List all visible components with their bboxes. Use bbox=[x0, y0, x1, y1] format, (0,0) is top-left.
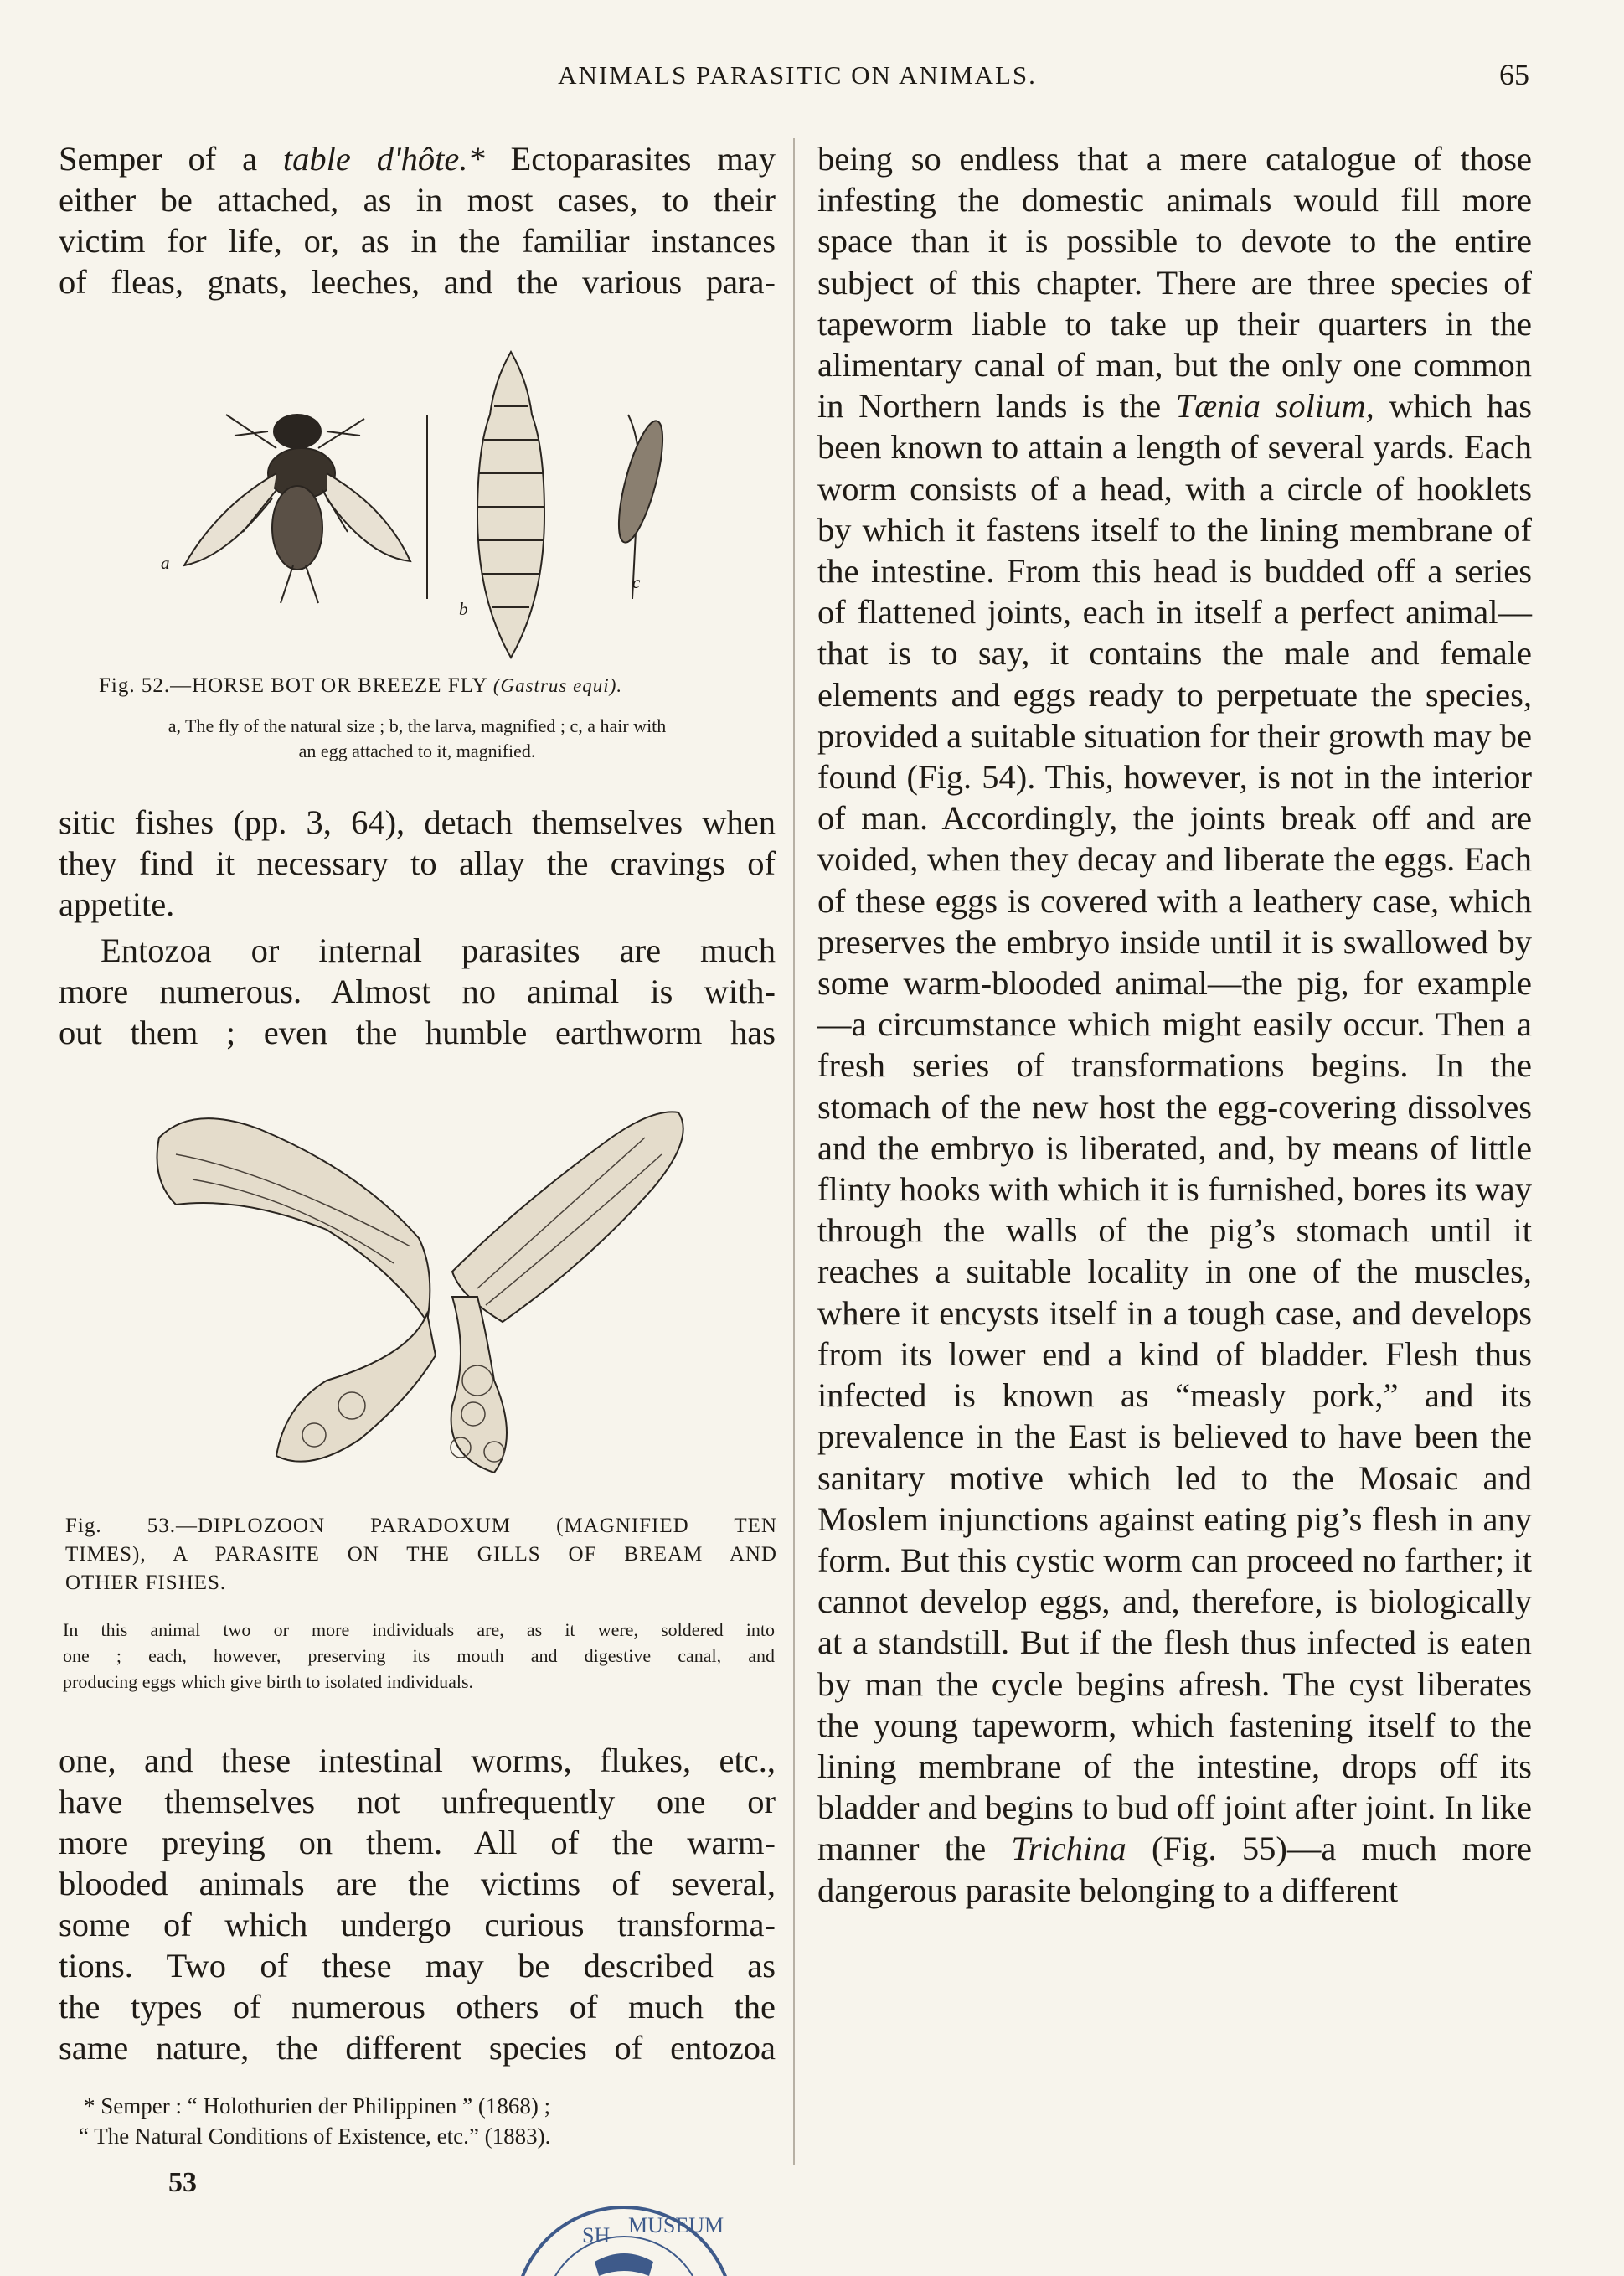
signature-mark: 53 bbox=[168, 2167, 197, 2198]
paragraph-intestinal-worms bbox=[59, 1740, 776, 2068]
text-line: some of which undergo curious transforma- bbox=[59, 1906, 776, 1943]
diplozoon-illustration bbox=[142, 1104, 695, 1489]
paragraph-ectoparasites bbox=[59, 138, 776, 302]
footnote: * Semper : “ Holothurien der Philippinen ” (1868) ; “ The Natural Conditions of Existence, etc.” (1883). bbox=[79, 2093, 551, 2149]
text-line: sitic fishes (pp. 3, 64), detach themselves when bbox=[59, 803, 776, 841]
text-line: out them ; even the humble earthworm has bbox=[59, 1014, 776, 1051]
text-line: victim for life, or, as in the familiar instances bbox=[59, 222, 776, 260]
text-line: Semper of a table d'hôte.* Ectoparasites may bbox=[59, 140, 776, 178]
fly-drawing bbox=[184, 415, 410, 603]
left-column-lower bbox=[59, 1740, 776, 2068]
running-title: ANIMALS PARASITIC ON ANIMALS. bbox=[558, 60, 1037, 90]
fig52-caption: Fig. 52.—HORSE BOT OR BREEZE FLY (Gastrus equi). bbox=[99, 674, 623, 697]
text-line: either be attached, as in most cases, to their bbox=[59, 181, 776, 219]
page-number: 65 bbox=[1499, 58, 1529, 91]
paragraph-parasitic-fishes bbox=[59, 802, 776, 925]
text-line: have themselves not unfrequently one or bbox=[59, 1783, 776, 1820]
text-line: they find it necessary to allay the cravings of bbox=[59, 844, 776, 882]
stamp-seal-icon bbox=[503, 2199, 745, 2276]
left-column-mid bbox=[59, 802, 776, 1053]
figure-53 bbox=[142, 1104, 695, 1489]
fig53-caption: Fig. 53.—DIPLOZOON PARADOXUM (MAGNIFIED TEN TIMES), A PARASITE ON THE GILLS OF BREAM AND OTHER FISHES. bbox=[65, 1515, 777, 1594]
text-line: more numerous. Almost no animal is with- bbox=[59, 973, 776, 1010]
right-column bbox=[817, 138, 1532, 1911]
horse-bot-fly-illustration bbox=[126, 348, 762, 666]
label-a: a bbox=[161, 553, 170, 573]
museum-stamp bbox=[503, 2199, 745, 2276]
running-head bbox=[0, 60, 1624, 102]
larva-drawing bbox=[477, 352, 544, 658]
fig53-note: In this animal two or more individuals are, as it were, soldered into one ; each, however, preserving its mouth and digestive canal, and producing eggs which give birth to isolated individuals. bbox=[63, 1619, 775, 1692]
text-line: more preying on them. All of the warm- bbox=[59, 1824, 776, 1861]
text-line: same nature, the different species of entozoa bbox=[59, 2029, 776, 2067]
column-rule bbox=[793, 138, 795, 2165]
text-line: the types of numerous others of much the bbox=[59, 1988, 776, 2026]
svg-text:MUSEUM: MUSEUM bbox=[628, 2213, 724, 2237]
svg-text:SH: SH bbox=[582, 2223, 611, 2248]
label-c: c bbox=[632, 572, 641, 592]
label-b: b bbox=[459, 599, 468, 619]
text-line: Entozoa or internal parasites are much bbox=[101, 932, 776, 969]
paragraph-tapeworm: being so endless that a mere catalogue of those infesting the domestic animals would fill more space than it is possible to devote to the entire subject of this chapter. There are three species of tapeworm liable to take up their quarters in the alimentary canal of man, but the only one common in Northern lands is the Tænia solium, which has been known to attain a length of several yards. Each worm consists of a head, with a circle of hooklets by which it fastens itself to the lining membrane of the intestine. From this head is budded off a series of flattened joints, each in itself a perfect animal—that is to say, it contains the male and female elements and eggs ready to perpetuate the species, provided a suitable situation for their growth may be found (Fig. 54). This, however, is not in the interior of man. Accordingly, the joints break off and are voided, when they decay and liberate the eggs. Each of these eggs is covered with a leathery case, which preserves the embryo inside until it is swallowed by some warm-blooded animal—the pig, for example—a circumstance which might easily occur. Then a fresh series of transformations begins. In the stomach of the new host the egg-covering dissolves and the embryo is liberated, and, by means of little flinty hooks with which it is furnished, bores its way through the walls of the pig’s stomach until it reaches a suitable locality in one of the muscles, where it encysts itself in a tough case, and develops from its lower end a kind of bladder. Flesh thus infected is known as “measly pork,” and its prevalence in the East is believed to have been the sanitary motive which led to the Mosaic and Moslem injunctions against eating pig’s flesh in any form. But this cystic worm can proceed no farther; it cannot develop eggs, and, therefore, is biologically at a standstill. But if the flesh thus infected is eaten by man the cycle begins afresh. The cyst liberates the young tapeworm, which fastening itself to the lining membrane of the intestine, drops off its bladder and begins to bud off joint after joint. In like manner the Trichina (Fig. 55)—a much more dangerous parasite belonging to a different bbox=[817, 140, 1532, 1909]
text-line: one, and these intestinal worms, flukes, etc., bbox=[59, 1742, 776, 1779]
figure-52 bbox=[126, 348, 762, 666]
text-line: appetite. bbox=[59, 885, 175, 923]
hair-egg-drawing bbox=[610, 415, 672, 599]
fig52-note: a, The fly of the natural size ; b, the larva, magnified ; c, a hair with an egg attached to it, magnified. bbox=[168, 715, 667, 761]
text-line: of fleas, gnats, leeches, and the various para- bbox=[59, 263, 776, 301]
text-line: tions. Two of these may be described as bbox=[59, 1947, 776, 1984]
paragraph-entozoa bbox=[59, 930, 776, 1053]
left-column bbox=[59, 138, 776, 302]
text-line: blooded animals are the victims of several, bbox=[59, 1865, 776, 1902]
